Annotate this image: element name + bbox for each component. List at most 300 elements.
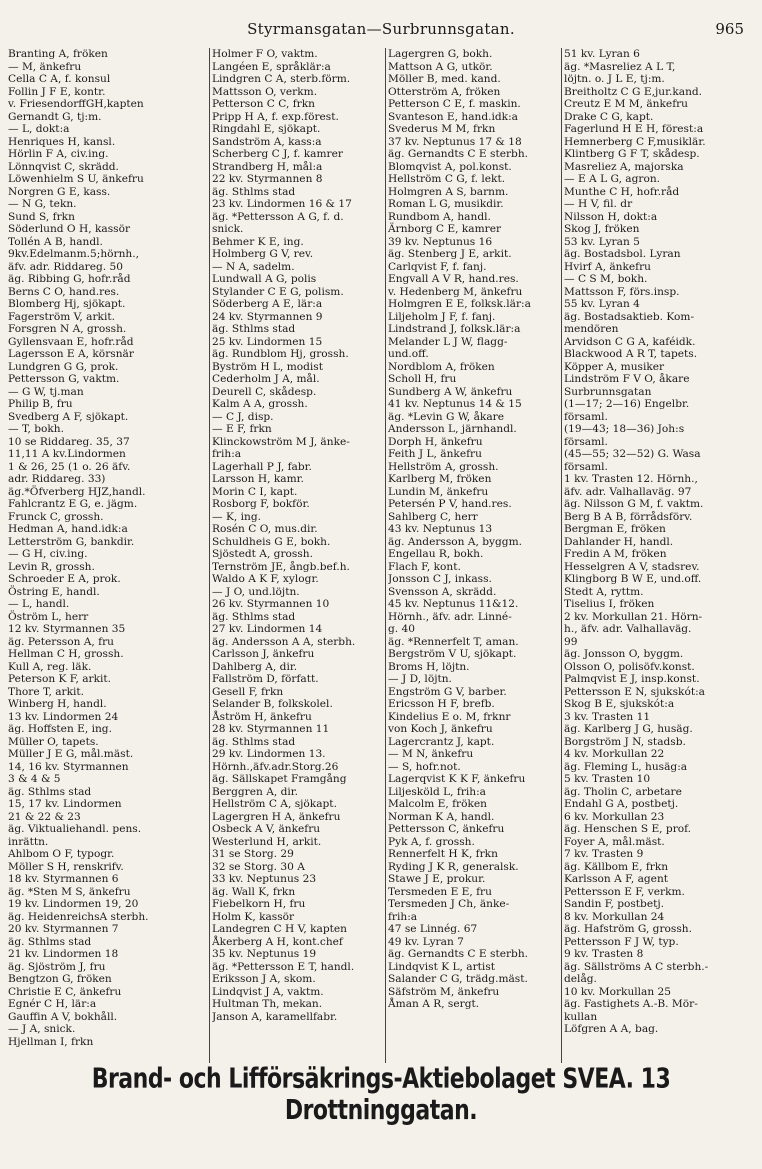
directory-entry: 6 kv. Morkullan 23 [564, 810, 665, 823]
directory-entry: Pettersson E F, verkm. [564, 885, 685, 898]
directory-entry: (19—43; 18—36) Joh:s [564, 423, 685, 435]
directory-entry: Creutz E M M, änkefru [564, 98, 689, 110]
directory-entry: Karlberg M, fröken [388, 473, 492, 485]
directory-entry: Ahlbom O F, typogr. [8, 848, 115, 860]
directory-entry: 1 kv. Trasten 12. Hörnh., [564, 473, 698, 485]
directory-entry: 43 kv. Neptunus 13 [388, 523, 493, 535]
directory-entry: — J D, löjtn. [388, 673, 452, 685]
directory-entry: v. FriesendorffGH,kapten [8, 98, 144, 110]
column-1 [8, 48, 208, 1048]
directory-entry: kullan [564, 1010, 598, 1023]
directory-entry: Pettersson C, änkefru [388, 823, 505, 835]
directory-entry: Borgström J N, stadsb. [564, 735, 686, 748]
directory-entry: Deurell C, skådesp. [212, 385, 317, 398]
directory-entry: Berg B A B, förrådsförv. [564, 510, 693, 523]
directory-entry: äg. *Rennerfelt T, aman. [388, 635, 519, 648]
directory-entry: Frunck C, grossh. [8, 510, 104, 523]
directory-entry: Malcolm E, fröken [388, 798, 488, 810]
directory-entry: Holmgren E E, folksk.lär:a [388, 298, 531, 310]
directory-entry: äg. Sällströms A C sterbh.- [564, 960, 709, 973]
directory-entry: Hultman Th, mekan. [212, 998, 323, 1010]
directory-entry: Ericsson H F, brefb. [388, 698, 495, 710]
directory-entry: Ryding J K R, generalsk. [388, 860, 519, 873]
directory-entry: Engström G V, barber. [388, 685, 507, 698]
directory-entry: Fagerlund H E H, förest:a [564, 123, 704, 135]
directory-entry: Svanteson E, hand.idk:a [388, 110, 518, 123]
directory-entry: Larsson H, kamr. [212, 473, 304, 485]
directory-entry: — G W, tj.man [8, 385, 84, 398]
directory-entry: Löfgren A A, bag. [564, 1023, 659, 1035]
column-divider [385, 48, 386, 1063]
directory-entry: Norman K A, handl. [388, 810, 495, 823]
directory-entry: 31 se Storg. 29 [212, 848, 294, 860]
directory-entry: Flach F, kont. [388, 560, 461, 573]
directory-entry: Hellström C G, f. lekt. [388, 173, 506, 185]
directory-entry: Petersén P V, hand.res. [388, 498, 512, 510]
directory-page [8, 0, 754, 1169]
directory-entry: delåg. [564, 973, 597, 985]
directory-entry: — E A L G, agron. [564, 173, 661, 185]
directory-entry: Fallström D, författ. [212, 673, 319, 685]
directory-entry: Ringdahl E, sjökapt. [212, 123, 321, 135]
directory-entry: äfv. adr. Riddareg. 50 [8, 260, 124, 273]
directory-entry: Lindstrand J, folksk.lär:a [388, 323, 521, 335]
directory-entry: Liljeholm J F, f. fanj. [388, 310, 496, 323]
directory-entry: Peterson K F, arkit. [8, 673, 112, 685]
directory-entry: — L, dokt:a [8, 123, 70, 135]
directory-entry: 32 se Storg. 30 A [212, 860, 305, 873]
column-4 [564, 48, 754, 1036]
directory-entry: Gauffin A V, bokhåll. [8, 1010, 118, 1023]
directory-entry: Pettersson F J W, typ. [564, 935, 679, 948]
directory-entry: Blackwood A R T, tapets. [564, 348, 698, 360]
directory-entry: Endahl G A, postbetj. [564, 798, 679, 810]
directory-entry: Schuldheis G E, bokh. [212, 535, 331, 548]
directory-entry: Bengtzon G, fröken [8, 973, 112, 985]
directory-entry: — S, hofr.not. [388, 760, 461, 773]
directory-entry: Munthe C H, hofr.råd [564, 185, 680, 198]
directory-entry: Sahlberg C, herr [388, 510, 478, 523]
directory-entry: 37 kv. Neptunus 17 & 18 [388, 135, 522, 148]
directory-entry: Otterström A, fröken [388, 85, 501, 98]
directory-entry: äg. Nilsson G M, f. vaktm. [564, 498, 704, 510]
directory-entry: Kindelius E o. M, frknr [388, 710, 511, 723]
directory-entry: adr. Riddareg. 33) [8, 473, 106, 485]
directory-entry: 41 kv. Neptunus 14 & 15 [388, 398, 522, 410]
directory-entry: — H V, fil. dr [564, 198, 633, 210]
directory-entry: Stawe J E, prokur. [388, 873, 486, 885]
directory-entry: Philip B, fru [8, 398, 73, 410]
directory-entry: äg. *Levin G W, åkare [388, 410, 504, 423]
directory-entry: äg. Hafström G, grossh. [564, 923, 692, 935]
directory-entry: inrättn. [8, 835, 49, 848]
directory-entry: äg. Gernandts C E sterbh. [388, 948, 529, 960]
directory-entry: Gyllensvaan E, hofr.råd [8, 335, 134, 348]
directory-entry: äg. *Masreliez A L T, [564, 60, 676, 73]
directory-entry: Lindgren C A, sterb.förm. [212, 73, 351, 85]
directory-entry: Tersmeden E E, fru [388, 885, 492, 898]
directory-entry: Fiebelkorn H, fru [212, 898, 306, 910]
directory-entry: Osbeck A V, änkefru [212, 823, 321, 835]
directory-entry: Scherberg C J, f. kamrer [212, 148, 343, 160]
directory-entry: Lagergren G, bokh. [388, 48, 493, 60]
directory-entry: Ternström JE, ångb.bef.h. [212, 560, 350, 573]
directory-entry: äg.*Öfverberg HJZ,handl. [8, 485, 146, 498]
directory-entry: Fagerström V, arkit. [8, 310, 115, 323]
directory-entry: 25 kv. Lindormen 15 [212, 335, 323, 348]
directory-entry: Löwenhielm S U, änkefru [8, 173, 144, 185]
directory-entry: Holmberg G V, rev. [212, 248, 314, 260]
directory-entry: Forsgren N A, grossh. [8, 323, 127, 335]
directory-entry: äg. Andersson A A, sterbh. [212, 635, 356, 648]
directory-entry: äg. Fleming L, husäg:a [564, 760, 688, 773]
directory-entry: Sandin F, postbetj. [564, 898, 665, 910]
directory-entry: äg. *Sten M S, änkefru [8, 885, 131, 898]
directory-entry: äg. Andersson A, byggm. [388, 535, 522, 548]
directory-entry: 33 kv. Neptunus 23 [212, 873, 317, 885]
directory-entry: — J O, und.löjtn. [212, 585, 300, 598]
column-3 [388, 48, 560, 1011]
directory-entry: Lagerhall P J, fabr. [212, 460, 312, 473]
directory-entry: äg. Fastighets A.-B. Mör- [564, 998, 698, 1010]
directory-entry: 3 & 4 & 5 [8, 773, 61, 785]
directory-entry: — E F, frkn [212, 423, 272, 435]
directory-entry: — T, bokh. [8, 423, 64, 435]
directory-entry: Janson A, karamellfabr. [212, 1010, 338, 1023]
directory-entry: 26 kv. Styrmannen 10 [212, 598, 330, 610]
column-divider [561, 48, 562, 1063]
directory-entry: 35 kv. Neptunus 19 [212, 948, 317, 960]
directory-entry: Surbrunnsgatan [564, 385, 652, 398]
directory-entry: Holmgren A S, barnm. [388, 185, 509, 198]
directory-entry: Feith J L, änkefru [388, 448, 482, 460]
directory-entry: Sund S, frkn [8, 210, 75, 223]
directory-entry: Tiselius I, fröken [564, 598, 655, 610]
directory-entry: Blomqvist A, pol.konst. [388, 160, 512, 173]
directory-entry: Palmqvist E J, insp.konst. [564, 673, 700, 685]
directory-entry: Klingborg B W E, und.off. [564, 573, 702, 585]
directory-entry: Liljesköld L, frih:a [388, 785, 486, 798]
directory-entry: Tollén A B, handl. [8, 235, 103, 248]
directory-entry: Hörnh., äfv. adr. Linné- [388, 610, 512, 623]
directory-entry: äg. Rundblom Hj, grossh. [212, 348, 349, 360]
directory-entry: Dahlberg A, dir. [212, 660, 298, 673]
directory-entry: Andersson L, järnhandl. [388, 423, 517, 435]
directory-entry: Cederholm J A, mål. [212, 373, 320, 385]
directory-entry: Bergman E, fröken [564, 523, 666, 535]
directory-entry: äg. Henschen S E, prof. [564, 823, 692, 835]
directory-entry: Olsson O, polisöfv.konst. [564, 660, 695, 673]
directory-entry: Säfström M, änkefru [388, 985, 500, 998]
directory-entry: Petterson C C, frkn [212, 98, 315, 110]
directory-entry: von Koch J, änkefru [388, 723, 493, 735]
directory-entry: Westerlund H, arkit. [212, 835, 322, 848]
directory-entry: g. 40 [388, 623, 415, 635]
directory-entry: äg. Sthlms stad [8, 935, 92, 948]
directory-entry: Lundgren G G, prok. [8, 360, 119, 373]
directory-entry: Fredin A M, fröken [564, 548, 667, 560]
column-divider [209, 48, 210, 1063]
directory-entry: Kalm A A, grossh. [212, 398, 308, 410]
directory-entry: Skog J, fröken [564, 223, 640, 235]
directory-entry: frih:a [388, 910, 418, 923]
directory-entry: Söderberg A E, lär:a [212, 298, 323, 310]
advertisement-banner: Brand- och Lifförsäkrings-Aktiebolaget SVEA. 13 Drottninggatan. [91, 1063, 671, 1127]
directory-entry: Kull A, reg. läk. [8, 660, 92, 673]
directory-entry: Hvirf A, änkefru [564, 260, 651, 273]
directory-entry: — N A, sadelm. [212, 260, 295, 273]
directory-entry: Pripp H A, f. exp.förest. [212, 110, 339, 123]
directory-entry: Mattson A G, utkör. [388, 60, 493, 73]
directory-entry: Waldo A K F, xylogr. [212, 573, 319, 585]
directory-entry: äg. Bostadsbol. Lyran [564, 248, 681, 260]
directory-entry: Östring E, handl. [8, 585, 100, 598]
directory-entry: Hesselgren A V, stadsrev. [564, 560, 700, 573]
directory-entry: Lundwall A G, polis [212, 273, 317, 285]
directory-entry: äg. Petersson A, fru [8, 635, 114, 648]
directory-entry: Drake C G, kapt. [564, 110, 654, 123]
directory-entry: Svederus M M, frkn [388, 123, 496, 135]
directory-entry: Carlqvist F, f. fanj. [388, 260, 487, 273]
directory-entry: Holmer F O, vaktm. [212, 48, 318, 60]
directory-entry: Åkerberg A H, kont.chef [212, 935, 343, 948]
directory-entry: Byström H L, modist [212, 360, 323, 373]
directory-entry: äg. Sällskapet Framgång [212, 773, 347, 785]
directory-entry: äg. Hoffsten E, ing. [8, 723, 112, 735]
directory-entry: Levin R, grossh. [8, 560, 95, 573]
directory-entry: 2 kv. Morkullan 21. Hörn- [564, 610, 703, 623]
directory-entry: 45 kv. Neptunus 11&12. [388, 598, 519, 610]
directory-entry: Gernandt G, tj:m. [8, 110, 102, 123]
directory-entry: 21 & 22 & 23 [8, 810, 81, 823]
directory-entry: äg. *Pettersson E T, handl. [212, 960, 355, 973]
directory-entry: Klinckowström M J, änke- [212, 435, 350, 448]
directory-entry: 21 kv. Lindormen 18 [8, 948, 119, 960]
directory-entry: 18 kv. Styrmannen 6 [8, 873, 119, 885]
directory-entry: (45—55; 32—52) G. Wasa [564, 448, 701, 460]
directory-entry: Morin C I, kapt. [212, 485, 298, 498]
directory-entry: 22 kv. Styrmannen 8 [212, 173, 323, 185]
running-title: Styrmansgatan—Surbrunnsgatan. [247, 20, 515, 38]
directory-entry: Müller O, tapets. [8, 735, 99, 748]
directory-columns [8, 48, 754, 1068]
directory-entry: församl. [564, 410, 608, 423]
directory-entry: 49 kv. Lyran 7 [388, 935, 464, 948]
directory-entry: Melander L J W, flagg- [388, 335, 508, 348]
directory-entry: Engellau R, bokh. [388, 548, 484, 560]
directory-entry: Berns C O, hand.res. [8, 285, 120, 298]
directory-entry: h., äfv. adr. Valhallaväg. [564, 623, 692, 635]
directory-entry: 39 kv. Neptunus 16 [388, 235, 493, 248]
directory-entry: Petterson C E, f. maskin. [388, 98, 521, 110]
directory-entry: Rennerfelt H K, frkn [388, 848, 498, 860]
directory-entry: mendören [564, 323, 619, 335]
directory-entry: 4 kv. Morkullan 22 [564, 748, 665, 760]
directory-entry: Skog B E, sjukskót:a [564, 698, 675, 710]
directory-entry: Nordblom A, fröken [388, 360, 495, 373]
directory-entry: Sjöstedt A, grossh. [212, 548, 313, 560]
directory-entry: 8 kv. Morkullan 24 [564, 910, 665, 923]
directory-entry: Schroeder E A, prok. [8, 573, 121, 585]
directory-entry: äg. Sthlms stad [212, 610, 296, 623]
directory-entry: äg. Sjöström J, fru [8, 960, 106, 973]
directory-entry: Cella C A, f. konsul [8, 73, 111, 85]
directory-entry: Åström H, änkefru [212, 710, 312, 723]
directory-entry: 10 se Riddareg. 35, 37 [8, 435, 130, 448]
directory-entry: Blomberg Hj, sjökapt. [8, 298, 126, 310]
directory-entry: — G H, civ.ing. [8, 548, 88, 560]
directory-entry: Letterström G, bankdir. [8, 535, 135, 548]
directory-entry: 10 kv. Morkullan 25 [564, 985, 672, 998]
directory-entry: 13 kv. Lindormen 24 [8, 710, 119, 723]
directory-entry: Follin J F E, kontr. [8, 85, 106, 98]
directory-entry: äg. Sthlms stad [212, 323, 296, 335]
directory-entry: Mattsson F, förs.insp. [564, 285, 680, 298]
directory-entry: äg. Gernandts C E sterbh. [388, 148, 529, 160]
directory-entry: Jonsson C J, inkass. [388, 573, 492, 585]
directory-entry: 23 kv. Lindormen 16 & 17 [212, 198, 352, 210]
directory-entry: Köpper A, musiker [564, 360, 665, 373]
directory-entry: Hemnerberg C F,musiklär. [564, 135, 706, 148]
directory-entry: 27 kv. Lindormen 14 [212, 623, 323, 635]
directory-entry: 51 kv. Lyran 6 [564, 48, 640, 60]
directory-entry: Lindström F V O, åkare [564, 373, 690, 385]
directory-entry: Scholl H, fru [388, 373, 457, 385]
directory-entry: äg. Sthlms stad [212, 735, 296, 748]
directory-entry: Norgren G E, kass. [8, 185, 111, 198]
directory-entry: Arvidson C G A, kaféidk. [564, 335, 696, 348]
directory-entry: 29 kv. Lindormen 13. [212, 748, 326, 760]
directory-entry: 24 kv. Styrmannen 9 [212, 310, 323, 323]
directory-entry: Hörnh.,äfv.adr.Storg.26 [212, 760, 339, 773]
directory-entry: 9 kv. Trasten 8 [564, 948, 644, 960]
directory-entry: Klintberg G F T, skådesp. [564, 148, 700, 160]
directory-entry: — C J, disp. [212, 410, 274, 423]
directory-entry: 47 se Linnég. 67 [388, 923, 478, 935]
directory-entry: Landegren C H V, kapten [212, 923, 348, 935]
column-2 [212, 48, 384, 1023]
directory-entry: äg. *Pettersson A G, f. d. [212, 210, 344, 223]
directory-entry: — C S M, bokh. [564, 273, 648, 285]
directory-entry: Foyer A, mål.mäst. [564, 835, 665, 848]
directory-entry: 3 kv. Trasten 11 [564, 710, 651, 723]
directory-entry: Breitholtz C G E,jur.kand. [564, 85, 703, 98]
directory-entry: Tersmeden J Ch, änke- [388, 898, 510, 910]
page-number: 965 [715, 20, 744, 38]
directory-entry: Nilsson H, dokt:a [564, 210, 658, 223]
directory-entry: Dahlander H, handl. [564, 535, 674, 548]
directory-entry: Lindqvist J A, vaktm. [212, 985, 324, 998]
directory-entry: Stedt A, ryttm. [564, 585, 644, 598]
directory-entry: Henriques H, kansl. [8, 135, 116, 148]
directory-entry: Strandberg H, mål:a [212, 160, 323, 173]
directory-entry: Eriksson J A, skom. [212, 973, 316, 985]
directory-entry: 55 kv. Lyran 4 [564, 298, 640, 310]
directory-entry: Karlsson A F, agent [564, 873, 669, 885]
directory-entry: frih:a [212, 448, 242, 460]
directory-entry: äg. Jonsson O, byggm. [564, 648, 684, 660]
directory-entry: Ärnborg C E, kamrer [388, 223, 502, 235]
directory-entry: Hedman A, hand.idk:a [8, 523, 128, 535]
directory-entry: Hellström A, grossh. [388, 460, 499, 473]
directory-entry: und.off. [388, 348, 429, 360]
directory-entry: Behmer K E, ing. [212, 235, 304, 248]
directory-entry: Lagergren H A, änkefru [212, 810, 341, 823]
directory-entry: 53 kv. Lyran 5 [564, 235, 640, 248]
directory-entry: Lagersson E A, körsnär [8, 348, 134, 360]
directory-entry: löjtn. o. J L E, tj:m. [564, 73, 665, 85]
directory-entry: Pyk A, f. grossh. [388, 835, 475, 848]
directory-entry: Winberg H, handl. [8, 698, 107, 710]
directory-entry: Fahlcrantz E G, e. jägm. [8, 498, 138, 510]
directory-entry: 1 & 26, 25 (1 o. 26 äfv. [8, 460, 131, 473]
directory-entry: v. Hedenberg M, änkefru [388, 285, 523, 298]
directory-entry: Holm K, kassör [212, 910, 295, 923]
directory-entry: äg. HeidenreichsA sterbh. [8, 910, 149, 923]
directory-entry: 19 kv. Lindormen 19, 20 [8, 898, 139, 910]
directory-entry: Pettersson G, vaktm. [8, 373, 120, 385]
directory-entry: 7 kv. Trasten 9 [564, 848, 644, 860]
directory-entry: Carlsson J, änkefru [212, 648, 315, 660]
directory-entry: Möller S H, renskrifv. [8, 860, 124, 873]
directory-entry: Möller B, med. kand. [388, 73, 501, 85]
directory-entry: äg. Viktualiehandl. pens. [8, 823, 142, 835]
directory-entry: 11,11 A kv.Lindormen [8, 448, 126, 460]
directory-entry: Svensson A, skrädd. [388, 585, 497, 598]
directory-entry: 5 kv. Trasten 10 [564, 773, 651, 785]
directory-entry: 9kv.Edelmanm.5;hörnh., [8, 248, 139, 260]
directory-entry: 14, 16 kv. Styrmannen [8, 760, 129, 773]
directory-entry: Rundbom A, handl. [388, 210, 491, 223]
directory-entry: Lagercrantz J, kapt. [388, 735, 495, 748]
directory-entry: församl. [564, 435, 608, 448]
directory-entry: Salander C G, trädg.mäst. [388, 973, 528, 985]
directory-entry: Hjellman I, frkn [8, 1035, 94, 1048]
directory-entry: snick. [212, 223, 244, 235]
directory-entry: Gesell F, frkn [212, 685, 284, 698]
directory-entry: Dorph H, änkefru [388, 435, 483, 448]
directory-entry: 12 kv. Styrmannen 35 [8, 623, 126, 635]
directory-entry: Lagerqvist K K F, änkefru [388, 773, 526, 785]
directory-entry: Masreliez A, majorska [564, 160, 684, 173]
directory-entry: Lundin M, änkefru [388, 485, 489, 498]
directory-entry: Stylander C E G, polism. [212, 285, 344, 298]
directory-entry: — J A, snick. [8, 1023, 76, 1035]
directory-entry: äg. Sthlms stad [8, 785, 92, 798]
directory-entry: äg. Sthlms stad [212, 185, 296, 198]
directory-entry: Sundberg A W, änkefru [388, 385, 513, 398]
directory-entry: (1—17; 2—16) Engelbr. [564, 398, 690, 410]
directory-entry: Hellström C A, sjökapt. [212, 798, 337, 810]
directory-entry: Thore T, arkit. [8, 685, 85, 698]
directory-entry: äg. Ribbing G, hofr.råd [8, 273, 131, 285]
directory-entry: äg. Tholin C, arbetare [564, 785, 682, 798]
directory-entry: — N G, tekn. [8, 198, 77, 210]
directory-entry: — L, handl. [8, 598, 70, 610]
directory-entry: 20 kv. Styrmannen 7 [8, 923, 119, 935]
directory-entry: Lönnqvist C, skrädd. [8, 160, 119, 173]
directory-entry: äfv. adr. Valhallaväg. 97 [564, 485, 692, 498]
directory-entry: — K, ing. [212, 510, 261, 523]
directory-entry: Branting A, fröken [8, 48, 108, 60]
directory-entry: äg. Stenberg J E, arkit. [388, 248, 512, 260]
directory-entry: Selander B, folkskolel. [212, 698, 333, 710]
directory-entry: Egnér C H, lär:a [8, 998, 97, 1010]
directory-entry: Rosén C O, mus.dir. [212, 523, 318, 535]
directory-entry: Müller J E G, mål.mäst. [8, 748, 134, 760]
directory-entry: församl. [564, 460, 608, 473]
directory-entry: Bergström V U, sjökapt. [388, 648, 517, 660]
